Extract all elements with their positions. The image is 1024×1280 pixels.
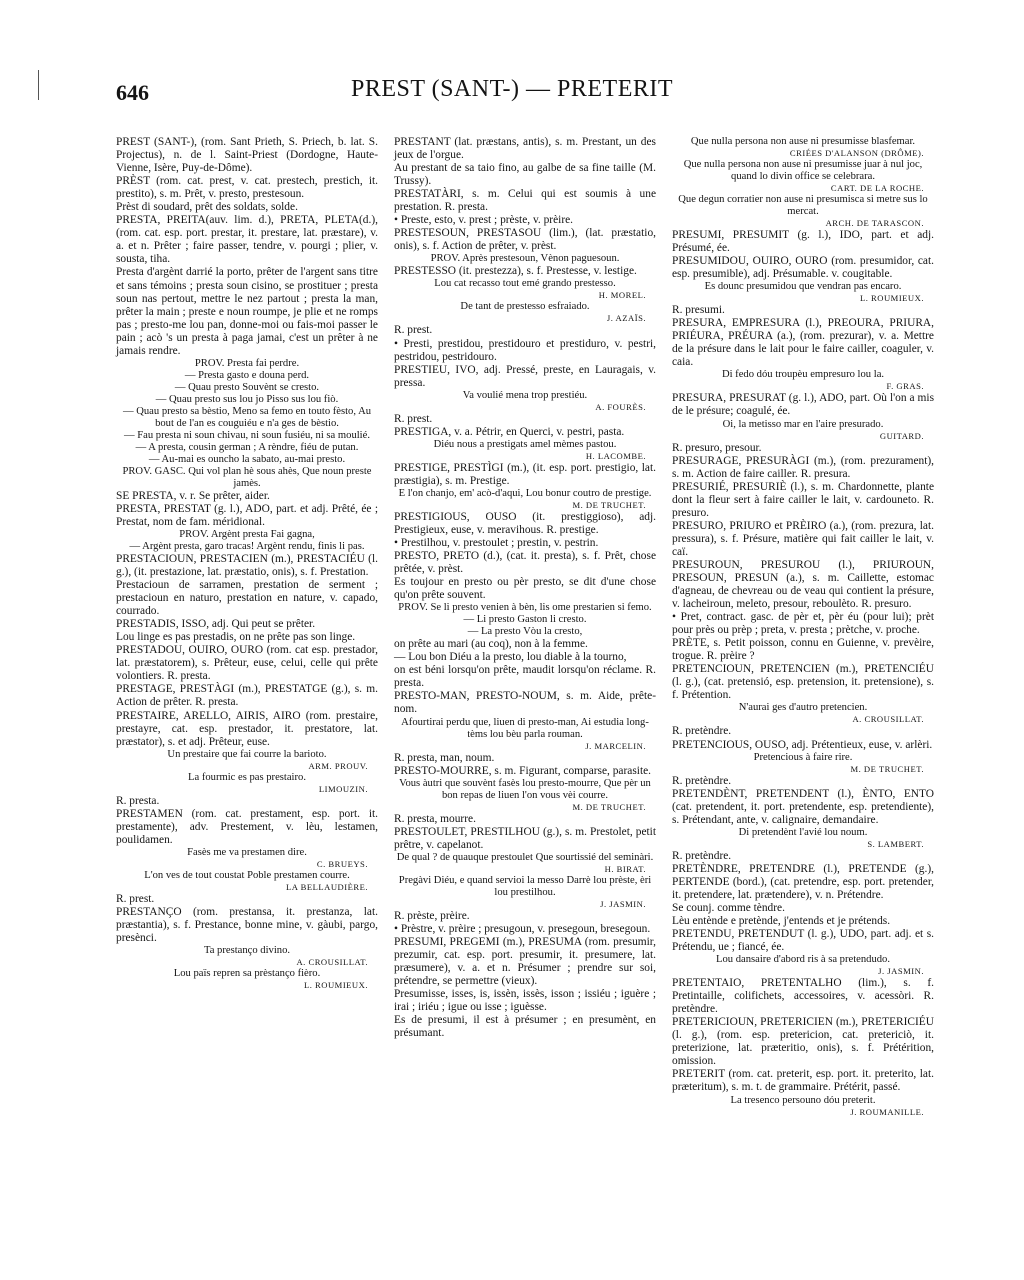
dictionary-entry: PRESTATÀRI, s. m. Celui qui est soumis à une prestation. R. presta. [394, 188, 656, 214]
dictionary-entry: Es de presumi, il est à présumer ; en presumènt, en présumant. [394, 1014, 656, 1040]
quotation: La tresenco persouno dóu preterit. [730, 1094, 876, 1106]
quotation: Diéu nous a prestigats amel mèmes pastou. [433, 438, 617, 450]
column-2 [394, 136, 656, 1040]
dictionary-entry: PRESTIGIOUS, OUSO (it. prestiggioso), adj. Prestigieux, euse, v. meravihous. R. prestige. [394, 510, 656, 536]
quotation-author: ARCH. DE TARASCON. [825, 218, 924, 228]
dictionary-entry: PRESTIEU, IVO, adj. Pressé, preste, en Lauragais, v. pressa. [394, 363, 656, 389]
quotation-author: M. DE TRUCHET. [572, 499, 646, 510]
dictionary-entry: PRESTIGE, PRESTÌGI (m.), (it. esp. port. prestigio, lat. præstigia), s. m. Prestige. [394, 461, 656, 487]
quotation-author: H. LACOMBE. [585, 450, 646, 461]
quotation-author: A. CROUSILLAT. [296, 957, 368, 968]
dictionary-entry: Presta d'argènt darrié la porto, prêter de l'argent sans titre et sans témoins ; presta soun cisino, se prostituer ; presta soun nas pertout, mettre le nez partout ; presta la man, prêter la main ; preste e noun roumpe, je plie et ne romps pas ; presto-me lou pan, donne-moi ou fais-moi passer le pain ; acò 's un presta à paga jamai, c'est un prêter à ne jamais rendre. [116, 266, 378, 357]
quotation: Es dounc presumidou que vendran pas encaro. [704, 281, 902, 293]
dictionary-entry: PRESTO-MOURRE, s. m. Figurant, comparse, parasite. [394, 764, 652, 777]
quotation: — La presto Vòu la cresto, [467, 626, 583, 638]
quotation: — Fau presta ni soun chivau, ni soun fusiéu, ni sa moulié. [124, 429, 370, 441]
quotation-author: L. ROUMIEUX. [303, 980, 368, 991]
quotation: Di fedo dóu troupèu empresuro lou la. [721, 369, 885, 381]
dictionary-entry: PRESTO, PRETO (d.), (cat. it. presta), s. f. Prêt, chose prêtée, v. prèst. [394, 550, 656, 576]
quotation: La fourmic es pas prestairo. [188, 771, 306, 783]
dictionary-entry: PRETERIT (rom. cat. preterit, esp. port. it. preterito, lat. præteritum), s. m. t. de grammaire. Prétérit, passé. [672, 1068, 934, 1094]
dictionary-entry: R. presumi. [672, 304, 725, 317]
dictionary-entry: R. prest. [116, 892, 155, 905]
dictionary-entry: R. pretèndre. [672, 774, 732, 787]
quotation: E l'on chanjo, em' acò-d'aqui, Lou bonur coutro de prestige. [398, 487, 652, 499]
dictionary-entry: on est béni lorsqu'on prête, maudit lorsqu'on réclame. R. presta. [394, 664, 656, 690]
quotation: — Quau presto sus lou jo Pisso sus lou fiò. [155, 393, 339, 405]
dictionary-entry: PRÈST (rom. cat. prest, v. cat. prestech, prestich, it. prestito), s. m. Prêt, v. presto, prestesoun. [116, 175, 378, 201]
dictionary-entry: PRETENDÈNT, PRETENDENT (l.), ÈNTO, ENTO (cat. pretendent, it. port. pretendente, esp. pretendiente), s. Prétendant, ante, v. calignaire, demandaire. [672, 787, 934, 826]
dictionary-entry: • Preste, esto, v. prest ; prèste, v. prèire. [394, 214, 574, 227]
dictionary-entry: R. prèste, prèire. [394, 909, 470, 922]
dictionary-entry: PRETENCIOUS, OUSO, adj. Prétentieux, euse, v. arlèri. [672, 738, 933, 751]
dictionary-entry: PRETENTAIO, PRETENTALHO (lim.), s. f. Pretintaille, colifichets, accessoires, v. acessòri. R. pretèndre. [672, 977, 934, 1016]
dictionary-entry: R. presuro, presour. [672, 441, 762, 454]
dictionary-entry: PRESTOULET, PRESTILHOU (g.), s. m. Prestolet, petit prêtre, v. capelanot. [394, 825, 656, 851]
quotation-author: H. BIRAT. [604, 863, 646, 874]
page-header [0, 72, 1024, 122]
dictionary-entry: PRESTACIOUN, PRESTACIEN (m.), PRESTACIÉU (l. g.), (it. prestazione, lat. præstatio, onis), s. f. Prestation. [116, 552, 378, 578]
quotation: — Li presto Gaston li cresto. [463, 614, 587, 626]
quotation: — Argènt presta, garo tracas! Argènt rendu, finis li pas. [129, 540, 365, 552]
quotation: — Presta gasto e douna perd. [184, 369, 310, 381]
dictionary-entry: PRESTA, PREITA(auv. lim. d.), PRETA, PLETA(d.), (rom. cat. esp. port. prestar, it. prestare, lat. præstare), v. a. et n. Prêter ; faire passer, tendre, v. pourgi ; plier, v. sousta, tiha. [116, 214, 378, 266]
dictionary-entry: PRESTAGE, PRESTÀGI (m.), PRESTATGE (g.), s. m. Action de prêter. R. presta. [116, 683, 378, 709]
dictionary-entry: PRESTAIRE, ARELLO, AIRIS, AIRO (rom. prestaire, prestayre, cat. esp. prestador, it. prestatore, lat. præstator), s. et adj. Prêteur, euse. [116, 709, 378, 748]
quotation: Que degun corratier non ause ni presumisca si metre sus lo mercat. [678, 194, 928, 217]
dictionary-entry: PRETENCIOUN, PRETENCIEN (m.), PRETENCIÉU (l. g.), (cat. pretensió, esp. pretension, it. pretensione), s. f. Prétention. [672, 663, 934, 702]
running-head: PREST (SANT-) — PRETERIT [350, 76, 674, 102]
quotation: Pregàvi Diéu, e quand servioi la messo Darrè lou prèste, èri lou prestilhou. [398, 874, 652, 898]
quotation: Un prestaire que fai courre la barioto. [167, 748, 327, 760]
quotation: Vous àutri que souvènt fasès lou presto-mourre, Que pèr un bon repas de liuen l'on vous vèi courre. [399, 777, 651, 801]
dictionary-entry: PRETERICIOUN, PRETERICIEN (m.), PRETERICIÉU (l. g.), (rom. esp. pretericion, cat. pretericiò, it. preterizione, lat. præteritio, onis), s. f. Prétérition, omission. [672, 1016, 934, 1068]
quotation-author: M. DE TRUCHET. [572, 801, 646, 812]
dictionary-entry: Prèst di soudard, prêt des soldats, solde. [116, 201, 298, 214]
quotation: Va voulié mena trop prestiéu. [462, 389, 588, 401]
quotation: — Quau presto sa bèstio, Meno sa femo en touto fèsto, Au bout de l'an es couguiéu e n'a ges de bèstio. [122, 405, 372, 429]
column-3 [672, 136, 934, 1118]
dictionary-entry: • Prestilhou, v. prestoulet ; prestin, v. pestrin. [394, 536, 599, 549]
dictionary-entry: PRESTESOUN, PRESTASOU (lim.), (lat. præstatio, onis), s. f. Action de prêter, v. prèst. [394, 227, 656, 253]
dictionary-entry: PRESTADIS, ISSO, adj. Qui peut se prêter. [116, 618, 316, 631]
dictionary-entry: • Presti, prestidou, prestidouro et prestiduro, v. pestri, pestridou, pestridouro. [394, 337, 656, 363]
quotation-author: L. ROUMIEUX. [859, 293, 924, 304]
quotation: PROV. Après prestesoun, Vènon paguesoun. [430, 253, 620, 265]
dictionary-entry: PRESURA, EMPRESURA (l.), PREOURA, PRIURA, PRIÉURA, PRÉURA (a.), (rom. prezurar), v. a. Mettre de la présure dans le lait pour le faire cailler, coaguler, v. caia. [672, 317, 934, 369]
quotation: De tant de prestesso esfraiado. [460, 301, 590, 313]
quotation-author: H. MOREL. [598, 290, 646, 301]
dictionary-entry: PRESTESSO (it. prestezza), s. f. Prestesse, v. lestige. [394, 265, 637, 278]
quotation-author: ARM. PROUV. [308, 760, 368, 771]
quotation: PROV. Presta fai perdre. [194, 357, 300, 369]
dictionary-entry: PRESUMIDOU, OUIRO, OURO (rom. presumidor, cat. esp. presumible), adj. Présumable. v. cougitable. [672, 255, 934, 281]
dictionary-entry: PRESTAMEN (rom. cat. prestament, esp. port. it. prestamente), adv. Prestement, v. lèu, lestamen, poulidamen. [116, 807, 378, 846]
dictionary-entry: • Pret, contract. gasc. de pèr et, pèr éu (pour lui); prèt pour près ou prèp ; preta, v. presta ; prètche, v. proche. [672, 611, 934, 637]
dictionary-entry: PRESTADOU, OUIRO, OURO (rom. cat esp. prestador, lat. præstatorem), s. Prêteur, euse, celui, celle qui prête volontiers. R. presta. [116, 644, 378, 683]
page-number: 646 [116, 80, 149, 105]
column-1 [116, 136, 378, 991]
dictionary-entry: PRESTANÇO (rom. prestansa, it. prestanza, lat. præstantia), s. f. Prestance, bonne mine, v. gàubi, pargo, presènci. [116, 905, 378, 944]
quotation-author: M. DE TRUCHET. [850, 763, 924, 774]
quotation: De qual ? de quauque prestoulet Que sourtissié del seminàri. [396, 851, 654, 863]
dictionary-entry: PRESTO-MAN, PRESTO-NOUM, s. m. Aide, prête-nom. [394, 690, 656, 716]
quotation: L'on ves de tout coustat Poble prestamen courre. [144, 869, 350, 881]
dictionary-entry: on prête au mari (au coq), non à la femme. [394, 638, 588, 651]
dictionary-entry: PRETÈNDRE, PRETENDRE (l.), PRETENDE (g.), PERTENDE (bord.), (cat. pretendre, esp. port. pretender, it. pretendere, lat. prætendere), v. n. Prétendre. [672, 862, 934, 901]
dictionary-entry: Es toujour en presto ou pèr presto, se dit d'une chose qu'on prête souvent. [394, 576, 656, 602]
dictionary-entry: • Prèstre, v. prèire ; presugoun, v. presegoun, bresegoun. [394, 922, 651, 935]
quotation: — Quau presto Souvènt se cresto. [174, 381, 320, 393]
dictionary-entry: SE PRESTA, v. r. Se prêter, aider. [116, 489, 270, 502]
quotation-author: J. AZAÏS. [606, 313, 646, 324]
dictionary-entry: Presumisse, isses, is, issèn, issès, isson ; issiéu ; iguère ; irai ; iriéu ; igue ou isse ; iguèsse. [394, 988, 656, 1014]
dictionary-entry: Au prestant de sa taio fino, au galbe de sa fine taille (M. Trussy). [394, 162, 656, 188]
dictionary-entry: PRESURIÉ, PRESURIÈ (l.), s. m. Chardonnette, plante dont la fleur sert à faire cailler le lait, v. cardouneto. R. presuro. [672, 480, 934, 519]
margin-rule [38, 70, 39, 100]
quotation-author: J. JASMIN. [878, 966, 924, 977]
quotation-author: J. MARCELIN. [585, 740, 646, 751]
dictionary-entry: PRESURAGE, PRESURÀGI (m.), (rom. prezurament), s. m. Action de faire cailler. R. presura. [672, 454, 934, 480]
dictionary-entry: PRESUMI, PREGEMI (m.), PRESUMA (rom. presumir, prezumir, cat. esp. port. presumir, it. presumere, lat. præsumere), v. a. et n. Présumer ; prendre sur soi, prétendre, se permettre (vieux). [394, 935, 656, 987]
quotation-author: GUITARD. [879, 430, 924, 441]
quotation-author: F. GRAS. [886, 381, 924, 392]
dictionary-entry: R. presta. [116, 794, 160, 807]
quotation-author: C. BRUEYS. [316, 858, 368, 869]
dictionary-entry: Lèu entènde e pretènde, j'entends et je prétends. [672, 914, 891, 927]
quotation: Lou dansaire d'abord ris à sa pretendudo. [715, 954, 890, 966]
dictionary-entry: Prestacioun de sarramen, prestation de serment ; prestacioun en naturo, prestation en nature, v. capado, courrado. [116, 579, 378, 618]
dictionary-entry: — Lou bon Diéu a la presto, lou diable à la tourno, [394, 651, 627, 664]
quotation-author: J. ROUMANILLE. [850, 1106, 924, 1117]
quotation: Que nulla persona non ause ni presumisse blasfemar. [690, 136, 916, 147]
quotation: N'aurai ges d'autro pretencien. [738, 702, 868, 714]
quotation-author: CART. DE LA ROCHE. [830, 183, 924, 193]
dictionary-entry: R. presta, mourre. [394, 812, 476, 825]
quotation-author: CRIÉES D'ALANSON (DRÔME). [789, 148, 924, 158]
quotation-author: A. CROUSILLAT. [852, 714, 924, 725]
quotation: PROV. GASC. Qui vol plan hè sous ahès, Que noun preste jamès. [122, 465, 372, 489]
quotation: Fasès me va prestamen dire. [187, 846, 307, 858]
quotation-author: A. FOURÈS. [595, 401, 646, 412]
dictionary-entry: PRÈTE, s. Petit poisson, connu en Guienne, v. prevèire, trogue. R. prèire ? [672, 637, 934, 663]
quotation: Oi, la metisso mar en l'aire presurado. [722, 418, 884, 430]
quotation: — A presta, cousin german ; A rèndre, fiéu de putan. [135, 441, 359, 453]
quotation: Lou païs repren sa prèstanço fièro. [173, 968, 321, 980]
dictionary-entry: R. prest. [394, 324, 433, 337]
quotation: Lou cat recasso tout emé grando prestesso. [434, 278, 616, 290]
quotation: PROV. Argènt presta Fai gagna, [179, 528, 315, 540]
dictionary-entry: PRETENDU, PRETENDUT (l. g.), UDO, part. adj. et s. Prétendu, ue ; fiancé, ée. [672, 928, 934, 954]
quotation-author: J. JASMIN. [600, 898, 646, 909]
dictionary-entry: R. pretèndre. [672, 849, 732, 862]
dictionary-entry: PRESTA, PRESTAT (g. l.), ADO, part. et adj. Prêté, ée ; Prestat, nom de fam. méridional. [116, 502, 378, 528]
dictionary-entry: PRESURA, PRESURAT (g. l.), ADO, part. Où l'on a mis de le présure; coagulé, ée. [672, 392, 934, 418]
dictionary-entry: PREST (SANT-), (rom. Sant Prieth, S. Priech, b. lat. S. Projectus), n. de l. Saint-Priest (Dordogne, Haute-Vienne, Isère, Puy-de-Dôme). [116, 136, 378, 175]
dictionary-entry: PRESTIGA, v. a. Pétrir, en Querci, v. pestri, pasta. [394, 425, 625, 438]
quotation: Pretencious à faire rire. [753, 751, 853, 763]
quotation-author: S. LAMBERT. [867, 838, 924, 849]
dictionary-entry: PRESTANT (lat. præstans, antis), s. m. Prestant, un des jeux de l'orgue. [394, 136, 656, 162]
dictionary-entry: R. presta, man, noum. [394, 751, 495, 764]
dictionary-entry: PRESUMI, PRESUMIT (g. l.), IDO, part. et adj. Présumé, ée. [672, 229, 934, 255]
quotation: Di pretendènt l'avié lou noum. [738, 826, 868, 838]
quotation-author: LIMOUZIN. [318, 783, 368, 794]
quotation: PROV. Se li presto venien à bèn, lis ome prestarien si femo. [398, 602, 652, 614]
quotation: — Au-mai es ouncho la sabato, au-mai presto. [148, 453, 346, 465]
dictionary-entry: PRESURO, PRIURO et PRÈIRO (a.), (rom. prezura, lat. pressura), s. f. Présure, matière qui fait cailler le lait, v. caï. [672, 519, 934, 558]
dictionary-entry: R. pretèndre. [672, 725, 732, 738]
dictionary-entry: Lou linge es pas prestadis, on ne prête pas son linge. [116, 631, 356, 644]
dictionary-entry: PRESUROUN, PRESUROU (l.), PRIUROUN, PRESOUN, PRESUN (a.), s. m. Caillette, estomac d'agneau, de chevreau ou de veau qui contient la présure, v. lacheiroun, meleto, presour, reboulèto. R. presuro. [672, 558, 934, 611]
dictionary-entry: Se counj. comme tèndre. [672, 901, 785, 914]
quotation: Afourtirai perdu que, liuen di presto-man, Ai estudia long-tèms lou bèu parla rouman. [401, 716, 649, 740]
quotation: Que nulla persona non ause ni presumisse juar à nul joc, quand lo divin office se celebrara. [683, 159, 923, 182]
quotation: Ta prestanço divino. [203, 945, 291, 957]
quotation-author: LA BELLAUDIÈRE. [286, 881, 368, 892]
dictionary-entry: R. prest. [394, 412, 433, 425]
